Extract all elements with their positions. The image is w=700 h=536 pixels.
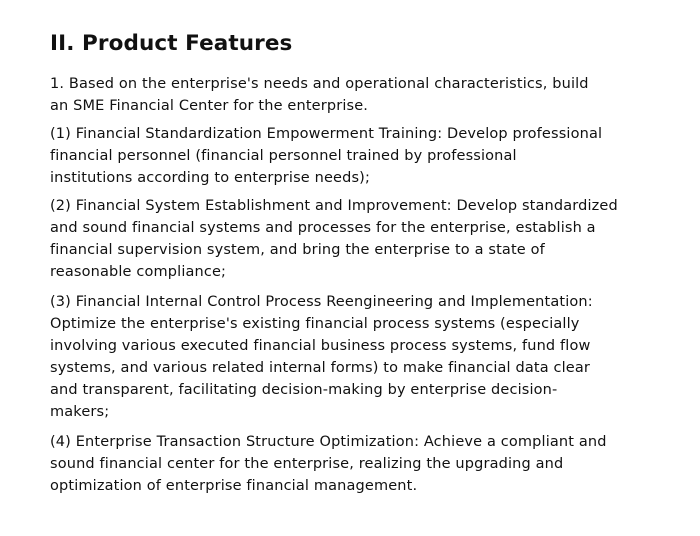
text-line: financial supervision system, and bring the enterprise to a state of [50, 242, 545, 258]
text-line: reasonable compliance; [50, 264, 227, 280]
text-line: sound financial center for the enterprise, realizing the upgrading and [50, 456, 564, 472]
text-line: makers; [50, 404, 110, 420]
section-heading: II. Product Features [50, 31, 293, 56]
text-line: and transparent, facilitating decision-making by enterprise decision- [50, 382, 558, 398]
text-line: Optimize the enterprise's existing financial process systems (especially [50, 316, 580, 332]
paragraph-intro [50, 73, 650, 117]
document-page [50, 30, 650, 497]
text-line: systems, and various related internal forms) to make financial data clear [50, 360, 591, 376]
text-line: an SME Financial Center for the enterprise. [50, 98, 369, 114]
text-line: (2) Financial System Establishment and Improvement: Develop standardized [50, 198, 618, 214]
paragraph-feature-2 [50, 195, 650, 283]
text-line: 1. Based on the enterprise's needs and operational characteristics, build [50, 76, 589, 92]
text-line: (4) Enterprise Transaction Structure Optimization: Achieve a compliant and [50, 434, 607, 450]
text-line: involving various executed financial business process systems, fund flow [50, 338, 591, 354]
paragraph-feature-4 [50, 431, 650, 497]
text-line: financial personnel (financial personnel trained by professional [50, 148, 517, 164]
paragraph-feature-3 [50, 291, 650, 423]
text-line: and sound financial systems and processes for the enterprise, establish a [50, 220, 596, 236]
text-line: (3) Financial Internal Control Process Reengineering and Implementation: [50, 294, 593, 310]
text-line: optimization of enterprise financial management. [50, 478, 418, 494]
text-line: institutions according to enterprise needs); [50, 170, 370, 186]
text-line: (1) Financial Standardization Empowerment Training: Develop professional [50, 126, 603, 142]
paragraph-feature-1 [50, 123, 650, 189]
